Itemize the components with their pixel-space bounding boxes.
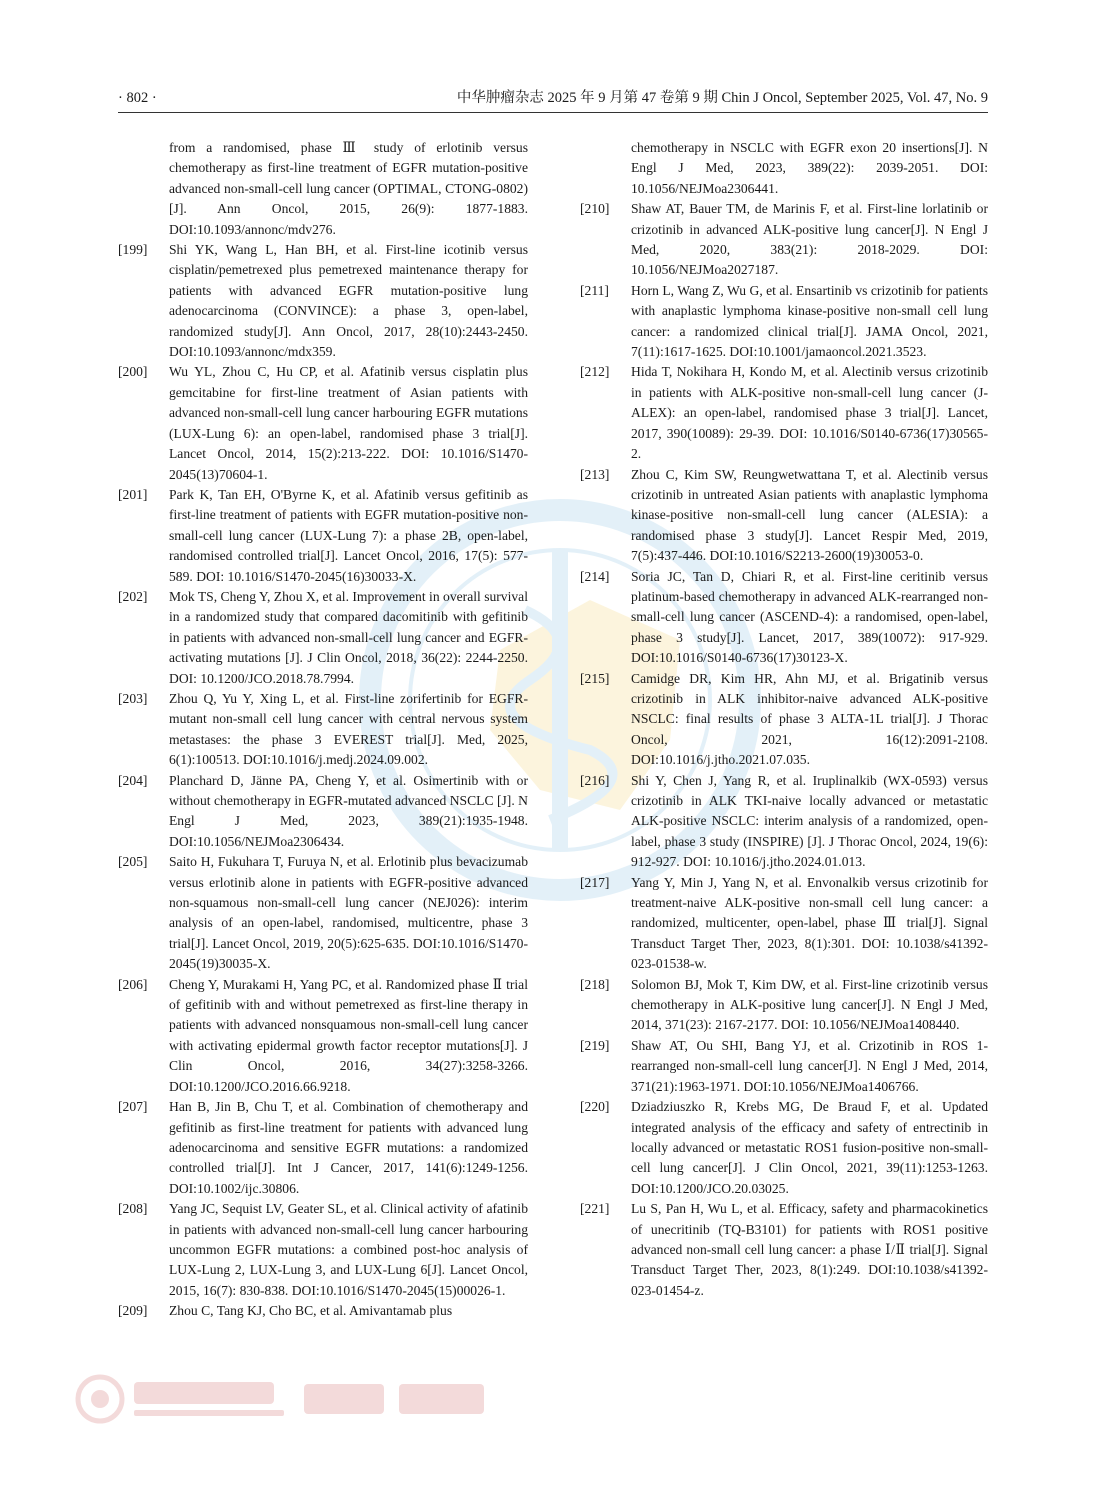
reference-number: [205] (118, 854, 148, 870)
reference-entry (118, 771, 528, 853)
reference-entry (580, 465, 988, 567)
reference-number: [214] (580, 568, 610, 584)
reference-entry (118, 138, 528, 240)
reference-entry (580, 138, 988, 199)
reference-entry (580, 1199, 988, 1301)
reference-number: [219] (580, 1037, 610, 1053)
reference-number: [208] (118, 1201, 148, 1217)
reference-text: Lu S, Pan H, Wu L, et al. Efficacy, safety and pharmacokinetics of unecritinib (TQ-B3101) for patients with ROS1 positive advanced non-small cell lung cancer: a phase Ⅰ/Ⅱ trial[J]. Signal Transduct Target Ther, 2023, 8(1):249. DOI:10.1038/s41392-023-01454-z. (631, 1201, 988, 1298)
reference-text: Camidge DR, Kim HR, Ahn MJ, et al. Brigatinib versus crizotinib in ALK inhibitor-naive advanced ALK-positive NSCLC: final results of phase 3 ALTA-1L trial[J]. J Thorac Oncol, 2021, 16(12):2091-2108. DOI:10.1016/j.jtho.2021.07.035. (631, 670, 988, 768)
reference-text: Shi YK, Wang L, Han BH, et al. First-line icotinib versus cisplatin/pemetrexed plus pemetrexed maintenance therapy for patients with advanced EGFR mutation-positive lung adenocarcinoma (CONVINCE): a phase 3, open-label, randomized study[J]. Ann Oncol, 2017, 28(10):2443-2450. DOI:10.1093/annonc/mdx359. (169, 242, 528, 360)
reference-text: Solomon BJ, Mok T, Kim DW, et al. First-line crizotinib versus chemotherapy in ALK-positive lung cancer[J]. N Engl J Med, 2014, 371(23): 2167-2177. DOI: 10.1056/NEJMoa1408440. (631, 976, 988, 1033)
reference-entry (580, 669, 988, 771)
reference-number: [218] (580, 976, 610, 992)
running-header (118, 88, 988, 113)
reference-entry (118, 689, 528, 771)
reference-number: [216] (580, 772, 610, 788)
reference-entry (580, 1097, 988, 1199)
reference-number: [199] (118, 242, 148, 258)
reference-text: Cheng Y, Murakami H, Yang PC, et al. Randomized phase Ⅱ trial of gefitinib with and without pemetrexed as first-line therapy in patients with advanced nonsquamous non-small-cell lung cancer with activating epidermal growth factor receptor mutations[J]. J Clin Oncol, 2016, 34(27):3258-3266. DOI:10.1200/JCO.2016.66.9218. (169, 976, 528, 1094)
reference-text: Han B, Jin B, Chu T, et al. Combination of chemotherapy and gefitinib as first-line treatment for patients with advanced lung adenocarcinoma and sensitive EGFR mutations: a randomized controlled trial[J]. Int J Cancer, 2017, 141(6):1249-1256. DOI:10.1002/ijc.30806. (169, 1099, 528, 1196)
reference-entry (580, 975, 988, 1036)
reference-entry (580, 873, 988, 975)
reference-text: Shaw AT, Ou SHI, Bang YJ, et al. Crizotinib in ROS 1-rearranged non-small-cell lung cancer[J]. N Engl J Med, 2014, 371(21):1963-1971. DOI:10.1056/NEJMoa1406766. (631, 1037, 988, 1094)
reference-entry (580, 199, 988, 281)
reference-text: Shi Y, Chen J, Yang R, et al. Iruplinalkib (WX-0593) versus crizotinib in ALK TKI-naive locally advanced or metastatic ALK-positive NSCLC: interim analysis of a randomized, open-label, phase 3 study (INSPIRE) [J]. J Thorac Oncol, 2024, 19(6): 912-927. DOI: 10.1016/j.jtho.2024.01.013. (631, 772, 988, 870)
reference-text: Saito H, Fukuhara T, Furuya N, et al. Erlotinib plus bevacizumab versus erlotinib alone in patients with EGFR-positive advanced non-squamous non-small-cell lung cancer (NEJ026): interim analysis of an open-label, randomised, multicentre, phase 3 trial[J]. Lancet Oncol, 2019, 20(5):625-635. DOI:10.1016/S1470-2045(19)30035-X. (169, 854, 528, 972)
publisher-watermark-icon (74, 1372, 494, 1426)
reference-text: Dziadziuszko R, Krebs MG, De Braud F, et al. Updated integrated analysis of the efficacy and safety of entrectinib in locally advanced or metastatic ROS1 fusion-positive non-small-cell lung cancer[J]. J Clin Oncol, 2021, 39(11):1253-1263. DOI:10.1200/JCO.20.03025. (631, 1099, 988, 1196)
reference-text: Planchard D, Jänne PA, Cheng Y, et al. Osimertinib with or without chemotherapy in EGFR-mutated advanced NSCLC [J]. N Engl J Med, 2023, 389(21):1935-1948. DOI:10.1056/NEJMoa2306434. (169, 772, 528, 849)
reference-entry (118, 587, 528, 689)
reference-entry (118, 1097, 528, 1199)
reference-number: [201] (118, 486, 148, 502)
reference-entry (580, 362, 988, 464)
reference-text: Zhou C, Kim SW, Reungwetwattana T, et al. Alectinib versus crizotinib in untreated Asian patients with anaplastic lymphoma kinase-positive non-small-cell lung cancer (ALESIA): a randomised phase 3 study[J]. Lancet Respir Med, 2019, 7(5):437-446. DOI:10.1016/S2213-2600(19)30053-0. (631, 466, 988, 564)
reference-number: [215] (580, 670, 610, 686)
reference-number: [209] (118, 1303, 148, 1319)
reference-text: Mok TS, Cheng Y, Zhou X, et al. Improvement in overall survival in a randomized study that compared dacomitinib with gefitinib in patients with advanced non-small-cell lung cancer and EGFR-activating mutations [J]. J Clin Oncol, 2018, 36(22): 2244-2250. DOI: 10.1200/JCO.2018.78.7994. (169, 588, 528, 686)
reference-entry (118, 1199, 528, 1301)
reference-entry (580, 1036, 988, 1097)
reference-number: [213] (580, 466, 610, 482)
reference-number: [207] (118, 1099, 148, 1115)
reference-text: Yang Y, Min J, Yang N, et al. Envonalkib versus crizotinib for treatment-naive ALK-positive non-small cell lung cancer: a randomized, multicenter, open-label, phase Ⅲ trial[J]. Signal Transduct Target Ther, 2023, 8(1):301. DOI: 10.1038/s41392-023-01538-w. (631, 874, 988, 972)
reference-number: [204] (118, 772, 148, 788)
reference-number: [211] (580, 282, 609, 298)
reference-entry (580, 771, 988, 873)
reference-entry (118, 1301, 528, 1321)
reference-entry (118, 852, 528, 974)
reference-entry (118, 975, 528, 1097)
reference-entry (118, 362, 528, 484)
reference-text: Horn L, Wang Z, Wu G, et al. Ensartinib vs crizotinib for patients with anaplastic lymphoma kinase-positive non-small cell lung cancer: a randomized clinical trial[J]. JAMA Oncol, 2021, 7(11):1617-1625. DOI:10.1001/jamaoncol.2021.3523. (631, 282, 988, 360)
reference-number: [203] (118, 690, 148, 706)
reference-entry (580, 567, 988, 669)
reference-number: [202] (118, 588, 148, 604)
reference-number: [221] (580, 1201, 610, 1217)
reference-text: Soria JC, Tan D, Chiari R, et al. First-line ceritinib versus platinum-based chemotherapy in advanced ALK-rearranged non-small-cell lung cancer (ASCEND-4): a randomised, open-label, phase 3 study[J]. Lancet, 2017, 389(10072): 917-929. DOI:10.1016/S0140-6736(17)30123-X. (631, 568, 988, 666)
reference-number: [220] (580, 1099, 610, 1115)
reference-text: Shaw AT, Bauer TM, de Marinis F, et al. First-line lorlatinib or crizotinib in advanced ALK-positive lung cancer[J]. N Engl J Med, 2020, 383(21): 2018-2029. DOI: 10.1056/NEJMoa2027187. (631, 201, 988, 278)
reference-text: Wu YL, Zhou C, Hu CP, et al. Afatinib versus cisplatin plus gemcitabine for first-line treatment of Asian patients with advanced non-small-cell lung cancer harbouring EGFR mutations (LUX-Lung 6): an open-label, randomised phase 3 trial[J]. Lancet Oncol, 2014, 15(2):213-222. DOI: 10.1016/S1470-2045(13)70604-1. (169, 364, 528, 482)
reference-text: from a randomised, phase Ⅲ study of erlotinib versus chemotherapy as first-line treatment of EGFR mutation-positive advanced non-small-cell lung cancer (OPTIMAL, CTONG-0802) [J]. Ann Oncol, 2015, 26(9): 1877-1883. DOI:10.1093/annonc/mdv276. (169, 140, 528, 237)
journal-citation: 中华肿瘤杂志 2025 年 9 月第 47 卷第 9 期 Chin J Oncol, September 2025, Vol. 47, No. 9 (456, 90, 988, 106)
reference-text: Zhou C, Tang KJ, Cho BC, et al. Amivantamab plus (169, 1303, 453, 1319)
reference-text: Zhou Q, Yu Y, Xing L, et al. First-line zorifertinib for EGFR-mutant non-small cell lung cancer with central nervous system metastases: the phase 3 EVEREST trial[J]. Med, 2025, 6(1):100513. DOI:10.1016/j.medj.2024.09.002. (169, 690, 528, 768)
reference-column-right (580, 138, 988, 1301)
reference-text: chemotherapy in NSCLC with EGFR exon 20 insertions[J]. N Engl J Med, 2023, 389(22): 2039-2051. DOI: 10.1056/NEJMoa2306441. (631, 140, 988, 196)
page-number: · 802 · (118, 90, 157, 106)
reference-text: Yang JC, Sequist LV, Geater SL, et al. Clinical activity of afatinib in patients with advanced non-small-cell lung cancer harbouring uncommon EGFR mutations: a combined post-hoc analysis of LUX-Lung 2, LUX-Lung 3, and LUX-Lung 6[J]. Lancet Oncol, 2015, 16(7): 830-838. DOI:10.1016/S1470-2045(15)00026-1. (169, 1201, 528, 1298)
reference-entry (580, 281, 988, 363)
reference-entry (118, 485, 528, 587)
reference-number: [206] (118, 976, 148, 992)
reference-number: [200] (118, 364, 148, 380)
reference-number: [210] (580, 201, 610, 217)
reference-text: Hida T, Nokihara H, Kondo M, et al. Alectinib versus crizotinib in patients with ALK-positive non-small-cell lung cancer (J-ALEX): an open-label, randomised phase 3 trial[J]. Lancet, 2017, 390(10089): 29-39. DOI: 10.1016/S0140-6736(17)30565-2. (631, 364, 988, 462)
reference-column-left (118, 138, 528, 1322)
reference-number: [217] (580, 874, 610, 890)
reference-text: Park K, Tan EH, O'Byrne K, et al. Afatinib versus gefitinib as first-line treatment of patients with EGFR mutation-positive non-small-cell lung cancer (LUX-Lung 7): a phase 2B, open-label, randomised controlled trial[J]. Lancet Oncol, 2016, 17(5): 577-589. DOI: 10.1016/S1470-2045(16)30033-X. (169, 486, 528, 584)
reference-entry (118, 240, 528, 362)
reference-number: [212] (580, 364, 610, 380)
